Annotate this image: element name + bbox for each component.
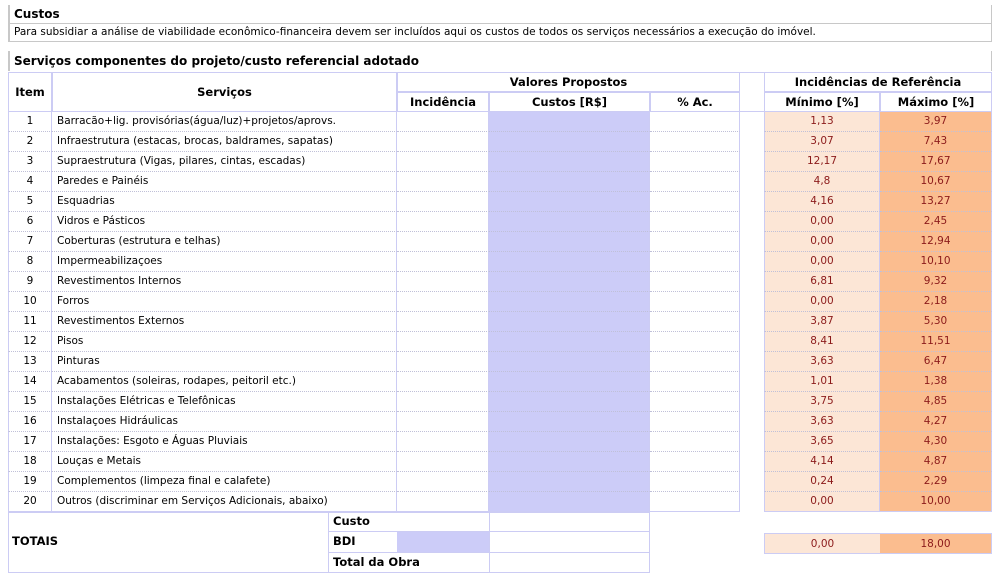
table-row (0, 432, 998, 452)
incidence-cell (397, 172, 489, 192)
bdi-label: BDI (328, 532, 397, 553)
service-name: Louças e Metais (52, 452, 397, 472)
service-name: Acabamentos (soleiras, rodapes, peitoril etc.) (52, 372, 397, 392)
ref-min-cell: 3,75 (764, 392, 880, 412)
accum-cell (650, 292, 740, 312)
header-spacer (740, 72, 764, 112)
cost-input[interactable] (489, 272, 650, 292)
ref-max-cell: 9,32 (880, 272, 992, 292)
ref-min-cell: 0,00 (764, 492, 880, 512)
item-number: 7 (8, 232, 52, 252)
ref-min-cell: 3,63 (764, 412, 880, 432)
table-row (0, 352, 998, 372)
service-name: Complementos (limpeza final e calafete) (52, 472, 397, 492)
accum-cell (650, 352, 740, 372)
ref-min-cell: 4,16 (764, 192, 880, 212)
cost-input[interactable] (489, 392, 650, 412)
table-row (0, 492, 998, 512)
ref-min-cell: 3,87 (764, 312, 880, 332)
service-name: Impermeabilizaçoes (52, 252, 397, 272)
accum-cell (650, 312, 740, 332)
accum-cell (650, 412, 740, 432)
incidence-cell (397, 272, 489, 292)
accum-cell (650, 212, 740, 232)
cost-input[interactable] (489, 472, 650, 492)
item-number: 2 (8, 132, 52, 152)
item-number: 4 (8, 172, 52, 192)
header-max: Máximo [%] (880, 92, 992, 112)
header-item: Item (8, 72, 52, 112)
service-name: Pinturas (52, 352, 397, 372)
services-section-title: Serviços componentes do projeto/custo referencial adotado (8, 51, 992, 71)
accum-cell (650, 392, 740, 412)
ref-max-cell: 2,29 (880, 472, 992, 492)
cost-input[interactable] (489, 372, 650, 392)
item-number: 11 (8, 312, 52, 332)
cost-input[interactable] (489, 152, 650, 172)
item-number: 19 (8, 472, 52, 492)
accum-cell (650, 252, 740, 272)
accum-cell (650, 152, 740, 172)
item-number: 17 (8, 432, 52, 452)
item-number: 15 (8, 392, 52, 412)
incidence-cell (397, 392, 489, 412)
service-name: Revestimentos Externos (52, 312, 397, 332)
header-reference: Incidências de Referência (764, 72, 992, 92)
table-row (0, 412, 998, 432)
table-row (0, 212, 998, 232)
accum-cell (650, 472, 740, 492)
header-costs: Custos [R$] (489, 92, 650, 112)
bdi-ref-min: 0,00 (764, 533, 880, 554)
accum-cell (650, 372, 740, 392)
service-name: Instalações Elétricas e Telefônicas (52, 392, 397, 412)
accum-cell (650, 172, 740, 192)
service-name: Coberturas (estrutura e telhas) (52, 232, 397, 252)
header-accum: % Ac. (650, 92, 740, 112)
table-row (0, 452, 998, 472)
service-name: Vidros e Pásticos (52, 212, 397, 232)
cost-input[interactable] (489, 412, 650, 432)
ref-min-cell: 12,17 (764, 152, 880, 172)
total-cost-value (489, 512, 650, 532)
item-number: 18 (8, 452, 52, 472)
ref-max-cell: 2,18 (880, 292, 992, 312)
item-number: 12 (8, 332, 52, 352)
ref-min-cell: 3,07 (764, 132, 880, 152)
cost-input[interactable] (489, 312, 650, 332)
incidence-cell (397, 472, 489, 492)
cost-input[interactable] (489, 112, 650, 132)
ref-min-cell: 0,24 (764, 472, 880, 492)
ref-max-cell: 4,87 (880, 452, 992, 472)
table-row (0, 112, 998, 132)
service-name: Supraestrutura (Vigas, pilares, cintas, escadas) (52, 152, 397, 172)
table-row (0, 392, 998, 412)
item-number: 20 (8, 492, 52, 512)
cost-input[interactable] (489, 292, 650, 312)
service-name: Paredes e Painéis (52, 172, 397, 192)
service-name: Forros (52, 292, 397, 312)
cost-input[interactable] (489, 172, 650, 192)
ref-min-cell: 3,65 (764, 432, 880, 452)
table-row (0, 332, 998, 352)
cost-input[interactable] (489, 452, 650, 472)
cost-input[interactable] (489, 252, 650, 272)
item-number: 5 (8, 192, 52, 212)
accum-cell (650, 112, 740, 132)
item-number: 3 (8, 152, 52, 172)
table-row (0, 172, 998, 192)
totals-label: TOTAIS (12, 534, 59, 548)
service-name: Revestimentos Internos (52, 272, 397, 292)
incidence-cell (397, 492, 489, 512)
ref-max-cell: 11,51 (880, 332, 992, 352)
ref-max-cell: 10,67 (880, 172, 992, 192)
incidence-cell (397, 432, 489, 452)
table-row (0, 472, 998, 492)
ref-min-cell: 3,63 (764, 352, 880, 372)
cost-input[interactable] (489, 232, 650, 252)
table-row (0, 192, 998, 212)
ref-min-cell: 0,00 (764, 292, 880, 312)
accum-cell (650, 452, 740, 472)
bdi-value (489, 532, 650, 553)
ref-max-cell: 17,67 (880, 152, 992, 172)
ref-min-cell: 0,00 (764, 232, 880, 252)
ref-min-cell: 0,00 (764, 252, 880, 272)
item-number: 1 (8, 112, 52, 132)
table-row (0, 232, 998, 252)
service-name: Infraestrutura (estacas, brocas, baldrames, sapatas) (52, 132, 397, 152)
accum-cell (650, 492, 740, 512)
accum-cell (650, 232, 740, 252)
incidence-cell (397, 152, 489, 172)
accum-cell (650, 272, 740, 292)
bdi-input[interactable] (397, 532, 489, 553)
costs-section-title: Custos (8, 5, 992, 23)
ref-max-cell: 7,43 (880, 132, 992, 152)
table-row (0, 132, 998, 152)
cost-input[interactable] (489, 192, 650, 212)
incidence-cell (397, 332, 489, 352)
ref-min-cell: 8,41 (764, 332, 880, 352)
incidence-cell (397, 112, 489, 132)
incidence-cell (397, 292, 489, 312)
table-row (0, 272, 998, 292)
item-number: 8 (8, 252, 52, 272)
service-name: Pisos (52, 332, 397, 352)
table-row (0, 312, 998, 332)
item-number: 10 (8, 292, 52, 312)
item-number: 13 (8, 352, 52, 372)
service-name: Instalações: Esgoto e Águas Pluviais (52, 432, 397, 452)
header-services: Serviços (52, 72, 397, 112)
ref-max-cell: 1,38 (880, 372, 992, 392)
ref-min-cell: 4,8 (764, 172, 880, 192)
ref-max-cell: 2,45 (880, 212, 992, 232)
ref-min-cell: 1,13 (764, 112, 880, 132)
service-name: Instalaçoes Hidráulicas (52, 412, 397, 432)
incidence-cell (397, 192, 489, 212)
ref-max-cell: 5,30 (880, 312, 992, 332)
incidence-cell (397, 352, 489, 372)
total-work-label: Total da Obra (328, 553, 489, 573)
incidence-cell (397, 132, 489, 152)
total-work-value (489, 553, 650, 573)
total-cost-label: Custo (328, 512, 489, 532)
incidence-cell (397, 252, 489, 272)
incidence-cell (397, 412, 489, 432)
header-proposed-values: Valores Propostos (397, 72, 740, 92)
table-row (0, 292, 998, 312)
ref-min-cell: 4,14 (764, 452, 880, 472)
incidence-cell (397, 372, 489, 392)
ref-max-cell: 10,10 (880, 252, 992, 272)
incidence-cell (397, 232, 489, 252)
cost-input[interactable] (489, 432, 650, 452)
accum-cell (650, 332, 740, 352)
ref-max-cell: 4,30 (880, 432, 992, 452)
ref-max-cell: 3,97 (880, 112, 992, 132)
ref-min-cell: 6,81 (764, 272, 880, 292)
table-row (0, 372, 998, 392)
item-number: 6 (8, 212, 52, 232)
table-row (0, 252, 998, 272)
incidence-cell (397, 312, 489, 332)
ref-max-cell: 10,00 (880, 492, 992, 512)
header-min: Mínimo [%] (764, 92, 880, 112)
cost-input[interactable] (489, 212, 650, 232)
ref-max-cell: 4,27 (880, 412, 992, 432)
incidence-cell (397, 212, 489, 232)
bdi-ref-max: 18,00 (880, 533, 992, 554)
ref-max-cell: 13,27 (880, 192, 992, 212)
header-incidence: Incidência (397, 92, 489, 112)
accum-cell (650, 132, 740, 152)
table-row (0, 152, 998, 172)
ref-min-cell: 1,01 (764, 372, 880, 392)
cost-input[interactable] (489, 132, 650, 152)
cost-input[interactable] (489, 492, 650, 512)
ref-max-cell: 6,47 (880, 352, 992, 372)
cost-input[interactable] (489, 332, 650, 352)
item-number: 9 (8, 272, 52, 292)
accum-cell (650, 192, 740, 212)
service-name: Esquadrias (52, 192, 397, 212)
item-number: 14 (8, 372, 52, 392)
item-number: 16 (8, 412, 52, 432)
ref-max-cell: 4,85 (880, 392, 992, 412)
accum-cell (650, 432, 740, 452)
cost-input[interactable] (489, 352, 650, 372)
costs-section-description: Para subsidiar a análise de viabilidade econômico-financeira devem ser incluídos aqui os custos de todos os serviços necessários a execução do imóvel. (8, 23, 992, 42)
ref-min-cell: 0,00 (764, 212, 880, 232)
service-name: Barracão+lig. provisórias(água/luz)+projetos/aprovs. (52, 112, 397, 132)
incidence-cell (397, 452, 489, 472)
service-name: Outros (discriminar em Serviços Adicionais, abaixo) (52, 492, 397, 512)
ref-max-cell: 12,94 (880, 232, 992, 252)
